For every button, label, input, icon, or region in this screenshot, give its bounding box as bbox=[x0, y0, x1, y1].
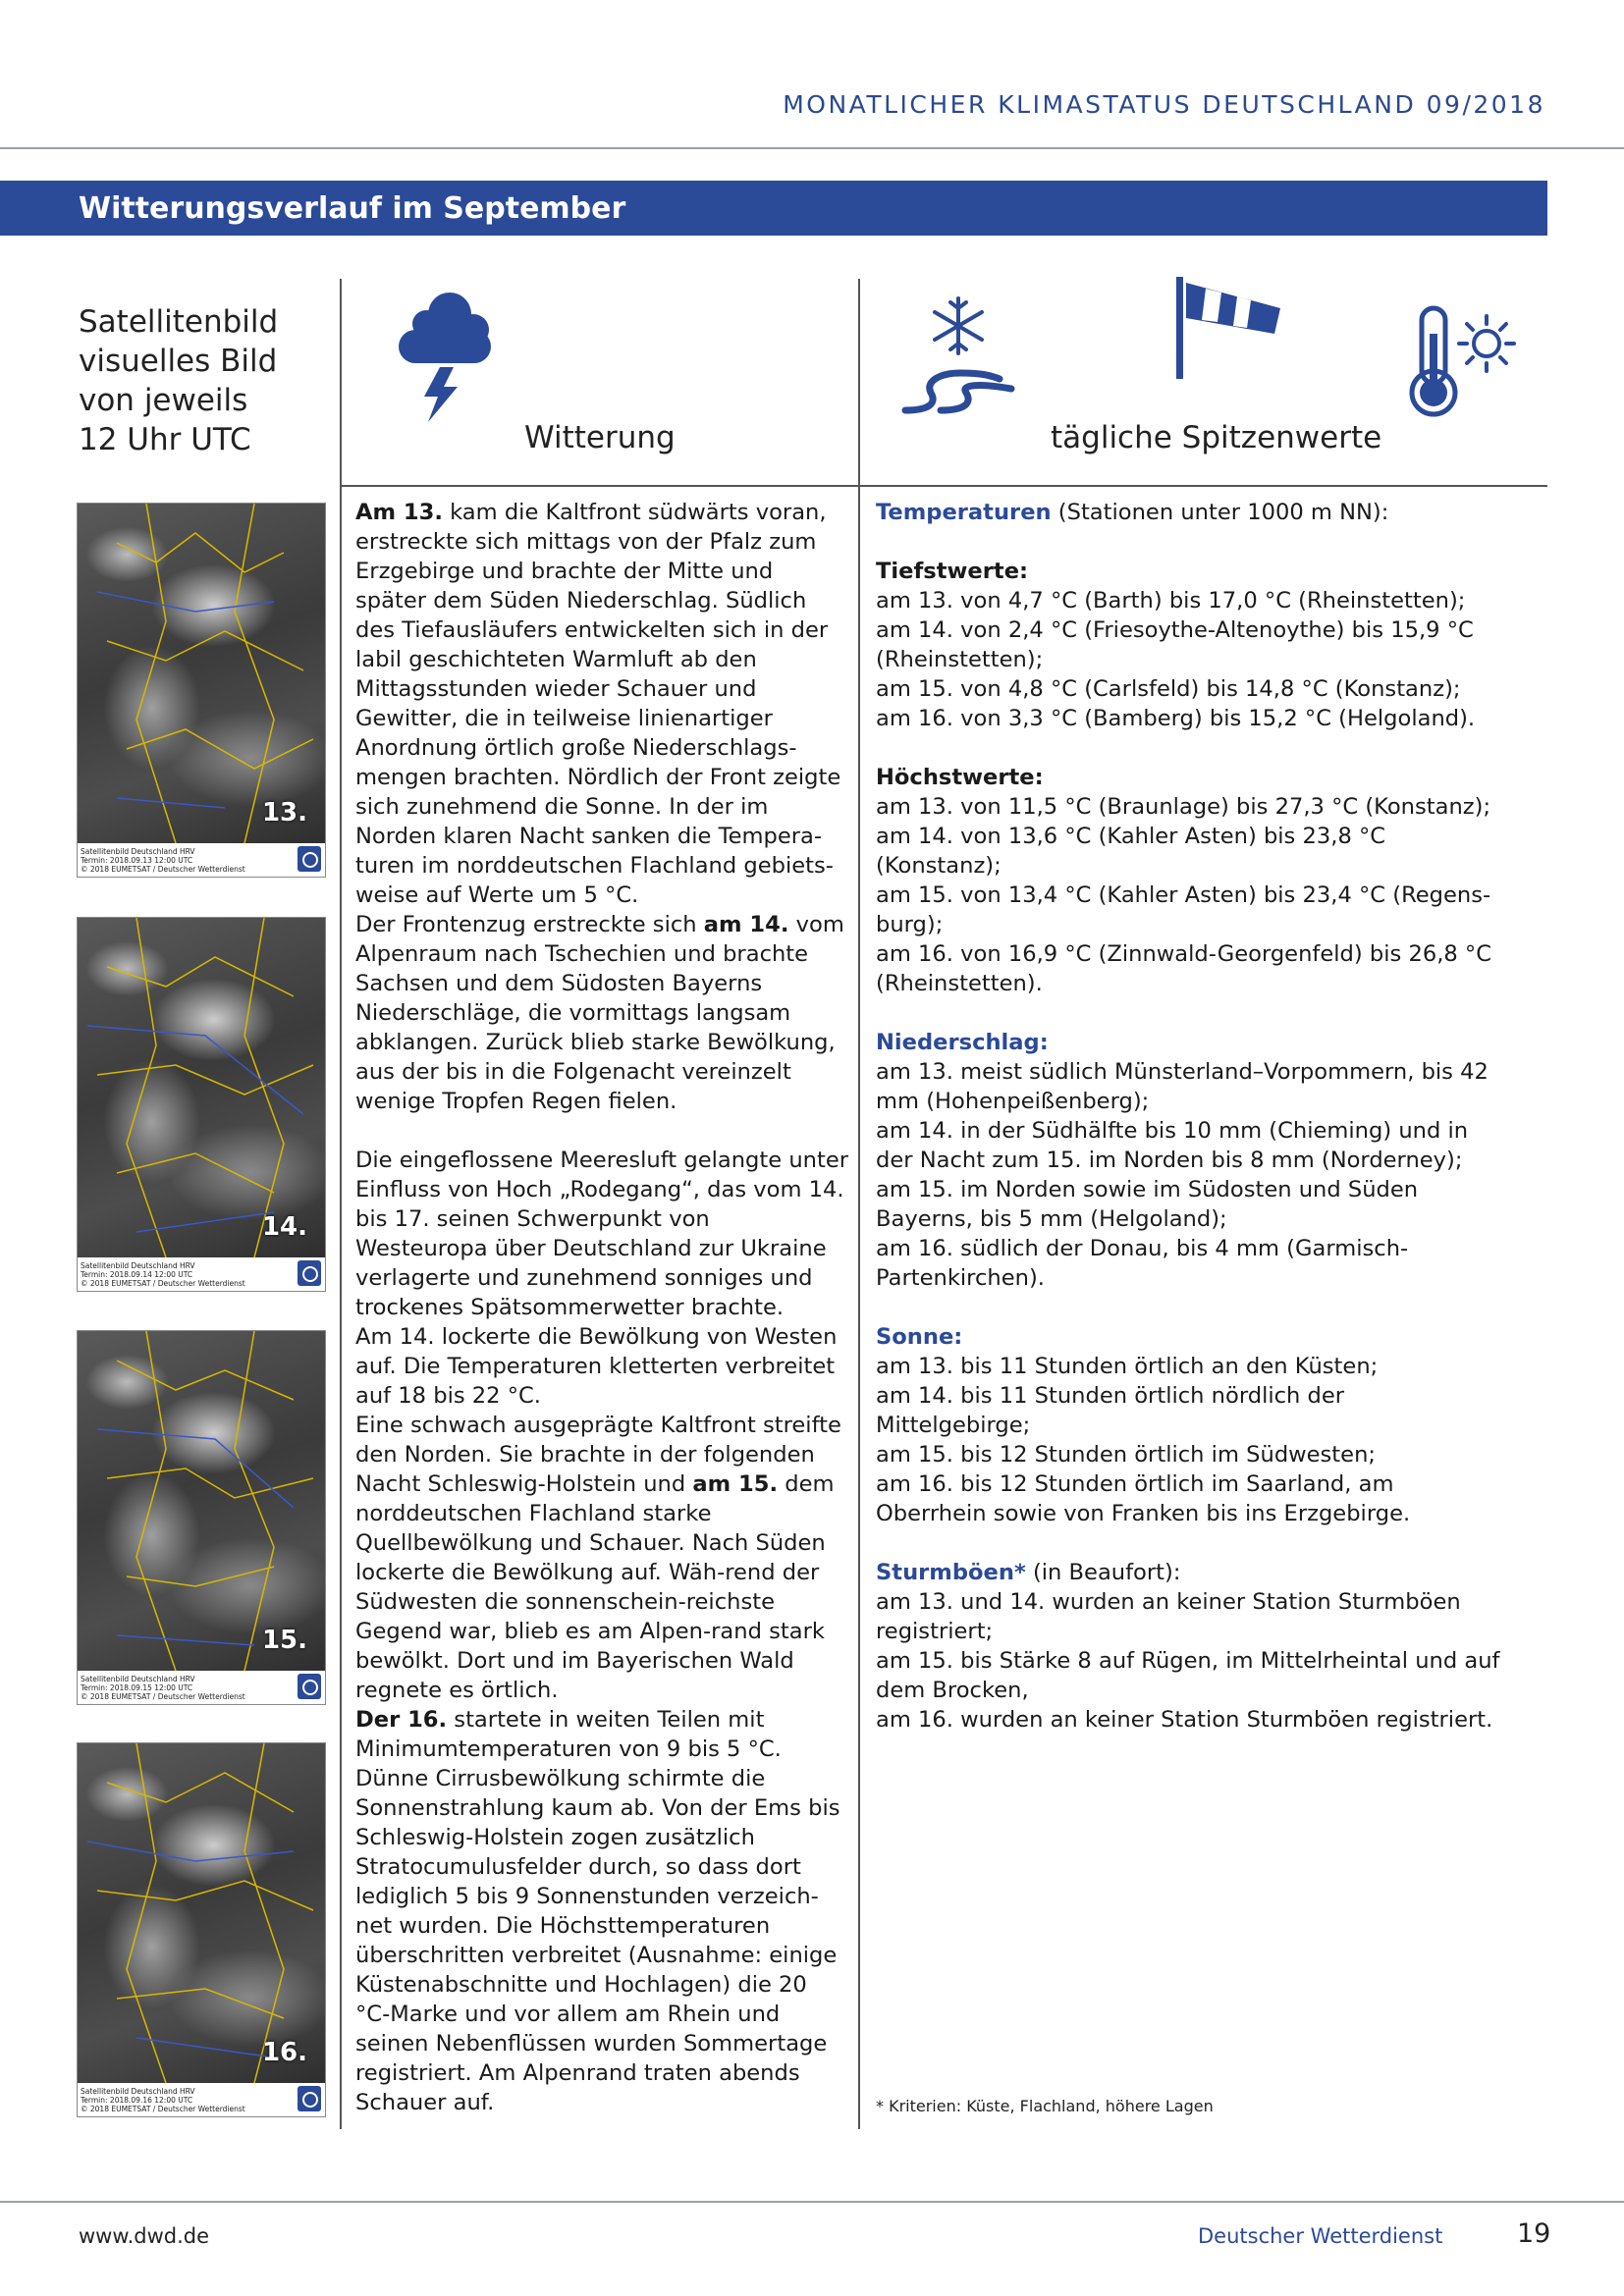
page-number: 19 bbox=[1517, 2218, 1551, 2249]
footer-url[interactable]: www.dwd.de bbox=[79, 2224, 210, 2248]
dwd-logo-icon bbox=[298, 1260, 321, 1286]
weather-paragraph: Am 13. kam die Kaltfront südwärts voran, erstreckte sich mittags von der Pfalz zum Erzgebirge und brachte der Mitte und später dem Süden Niederschlag. Südlich des Tiefausläufers entwickelten sich in der labil geschichteten Warmluft ab den Mittagsstunden wieder Schauer und Gewitter, die in teilweise linienartiger Anordnung örtlich große Niederschlags-mengen brachten. Nördlich der Front zeigte sich zunehmend die Sonne. In der im Norden klaren Nacht sanken die Tempera-turen im norddeutschen Flachland gebiets-weise auf Werte um 5 °C. bbox=[355, 500, 841, 908]
storm-item: am 16. wurden an keiner Station Sturmböen registriert. bbox=[876, 1707, 1493, 1733]
storm-item: am 15. bis Stärke 8 auf Rügen, im Mittelrheintal und auf dem Brocken, bbox=[876, 1648, 1500, 1703]
weather-paragraph: Die eingeflossene Meeresluft gelangte unter Einfluss von Hoch „Rodegang“, das vom 14. bis 17. seinen Schwerpunkt von Westeuropa über Deutschland zur Ukraine verlagerte und zunehmend sonniges und trockenes Spätsommerwetter brachte. bbox=[355, 1148, 849, 1320]
publication-title: MONATLICHER KLIMASTATUS DEUTSCHLAND 09/2018 bbox=[783, 90, 1545, 119]
rain-item: am 13. meist südlich Münsterland–Vorpommern, bis 42 mm (Hohenpeißenberg); bbox=[876, 1059, 1489, 1114]
satellite-image-14: 14. Satellitenbild Deutschland HRV Termin: 2018.09.14 12:00 UTC © 2018 EUMETSAT / Deutscher Wetterdienst bbox=[77, 917, 326, 1292]
footer-organization: Deutscher Wetterdienst bbox=[1198, 2224, 1443, 2248]
satellite-column-label: Satellitenbild visuelles Bild von jeweils 12 Uhr UTC bbox=[79, 304, 279, 457]
tmin-heading: Tiefstwerte: bbox=[876, 559, 1029, 584]
sun-item: am 16. bis 12 Stunden örtlich im Saarland, am Oberrhein sowie von Franken bis ins Erzgebirge. bbox=[876, 1471, 1411, 1526]
section-title: Witterungsverlauf im September bbox=[79, 191, 626, 226]
column-divider-2 bbox=[858, 279, 860, 2129]
tmin-item: am 15. von 4,8 °C (Carlsfeld) bis 14,8 °C (Konstanz); bbox=[876, 676, 1461, 702]
peak-values bbox=[876, 498, 1504, 1735]
footer-divider bbox=[0, 2201, 1624, 2203]
header-divider bbox=[0, 147, 1624, 149]
weather-paragraph: Am 14. lockerte die Bewölkung von Westen auf. Die Temperaturen kletterten verbreitet auf 18 bis 22 °C. bbox=[355, 1324, 838, 1409]
dwd-logo-icon bbox=[298, 1674, 321, 1699]
header-row-divider bbox=[340, 485, 1547, 487]
tmin-item: am 14. von 2,4 °C (Friesoythe-Altenoythe) bis 15,9 °C (Rheinstetten); bbox=[876, 617, 1474, 672]
windsock-icon bbox=[1172, 273, 1290, 381]
tmax-heading: Höchstwerte: bbox=[876, 765, 1044, 790]
sun-item: am 14. bis 11 Stunden örtlich nördlich der Mittelgebirge; bbox=[876, 1383, 1345, 1438]
peak-column-title: tägliche Spitzenwerte bbox=[1051, 420, 1382, 455]
rain-item: am 16. südlich der Donau, bis 4 mm (Garmisch-Partenkirchen). bbox=[876, 1236, 1409, 1291]
tmax-item: am 14. von 13,6 °C (Kahler Asten) bis 23,8 °C (Konstanz); bbox=[876, 824, 1386, 879]
weather-paragraph: Der 16. startete in weiten Teilen mit Minimumtemperaturen von 9 bis 5 °C. Dünne Cirrusbewölkung schirmte die Sonnenstrahlung kaum ab. Von der Ems bis Schleswig-Holstein zogen zusätzlich Stratocumulusfelder durch, so dass dort lediglich 5 bis 9 Sonnenstunden verzeich-net wurden. Die Höchsttemperaturen überschritten verbreitet (Ausnahme: einige Küstenabschnitte und Hochlagen) die 20 °C-Marke und vor allem am Rhein und seinen Nebenflüssen wurden Sommertage registriert. Am Alpenrand traten abends Schauer auf. bbox=[355, 1707, 840, 2115]
weather-paragraph: Der Frontenzug erstreckte sich am 14. vom Alpenraum nach Tschechien und brachte Sachsen und dem Südosten Bayerns Niederschläge, die vormittags langsam abklangen. Zurück blieb starke Bewölkung, aus der bis in die Folgenacht vereinzelt wenige Tropfen Regen fielen. bbox=[355, 912, 844, 1114]
thunderstorm-cloud-icon bbox=[389, 289, 497, 426]
storm-heading: Sturmböen* (in Beaufort): bbox=[876, 1560, 1181, 1585]
satellite-image-13: 13. Satellitenbild Deutschland HRV Termin: 2018.09.13 12:00 UTC © 2018 EUMETSAT / Deutscher Wetterdienst bbox=[77, 503, 326, 878]
weather-description bbox=[355, 498, 848, 2117]
sun-heading: Sonne: bbox=[876, 1324, 963, 1350]
section-banner bbox=[0, 181, 1547, 236]
satellite-image-16: 16. Satellitenbild Deutschland HRV Termin: 2018.09.16 12:00 UTC © 2018 EUMETSAT / Deutscher Wetterdienst bbox=[77, 1742, 326, 2117]
temperature-heading: Temperaturen (Stationen unter 1000 m NN): bbox=[876, 500, 1389, 525]
rain-heading: Niederschlag: bbox=[876, 1030, 1049, 1055]
dwd-logo-icon bbox=[298, 846, 321, 872]
dwd-logo-icon bbox=[298, 2086, 321, 2111]
snow-icon bbox=[927, 294, 990, 357]
road-icon bbox=[901, 363, 1019, 416]
thermometer-sun-icon bbox=[1402, 304, 1520, 418]
footnote: * Kriterien: Küste, Flachland, höhere Lagen bbox=[876, 2097, 1214, 2115]
rain-item: am 15. im Norden sowie im Südosten und Süden Bayerns, bis 5 mm (Helgoland); bbox=[876, 1177, 1419, 1232]
tmax-item: am 16. von 16,9 °C (Zinnwald-Georgenfeld) bis 26,8 °C (Rheinstetten). bbox=[876, 941, 1492, 996]
weather-paragraph: Eine schwach ausgeprägte Kaltfront streifte den Norden. Sie brachte in der folgenden Nacht Schleswig-Holstein und am 15. dem norddeutschen Flachland starke Quellbewölkung und Schauer. Nach Süden lockerte die Bewölkung auf. Wäh-rend der Südwesten die sonnenschein-reichste Gegend war, blieb es am Alpen-rand stark bewölkt. Dort und im Bayerischen Wald regnete es örtlich. bbox=[355, 1413, 841, 1703]
rain-item: am 14. in der Südhälfte bis 10 mm (Chieming) und in der Nacht zum 15. im Norden bis 8 mm (Norderney); bbox=[876, 1118, 1469, 1173]
tmax-item: am 15. von 13,4 °C (Kahler Asten) bis 23,4 °C (Regens-burg); bbox=[876, 882, 1491, 937]
tmin-item: am 16. von 3,3 °C (Bamberg) bis 15,2 °C (Helgoland). bbox=[876, 706, 1476, 731]
weather-column-title: Witterung bbox=[524, 420, 676, 455]
sun-item: am 15. bis 12 Stunden örtlich im Südwesten; bbox=[876, 1442, 1376, 1468]
satellite-image-15: 15. Satellitenbild Deutschland HRV Termin: 2018.09.15 12:00 UTC © 2018 EUMETSAT / Deutscher Wetterdienst bbox=[77, 1330, 326, 1705]
tmin-item: am 13. von 4,7 °C (Barth) bis 17,0 °C (Rheinstetten); bbox=[876, 588, 1466, 614]
storm-item: am 13. und 14. wurden an keiner Station Sturmböen registriert; bbox=[876, 1589, 1461, 1644]
column-divider-1 bbox=[340, 279, 342, 2129]
sun-item: am 13. bis 11 Stunden örtlich an den Küsten; bbox=[876, 1354, 1379, 1379]
tmax-item: am 13. von 11,5 °C (Braunlage) bis 27,3 °C (Konstanz); bbox=[876, 794, 1491, 820]
